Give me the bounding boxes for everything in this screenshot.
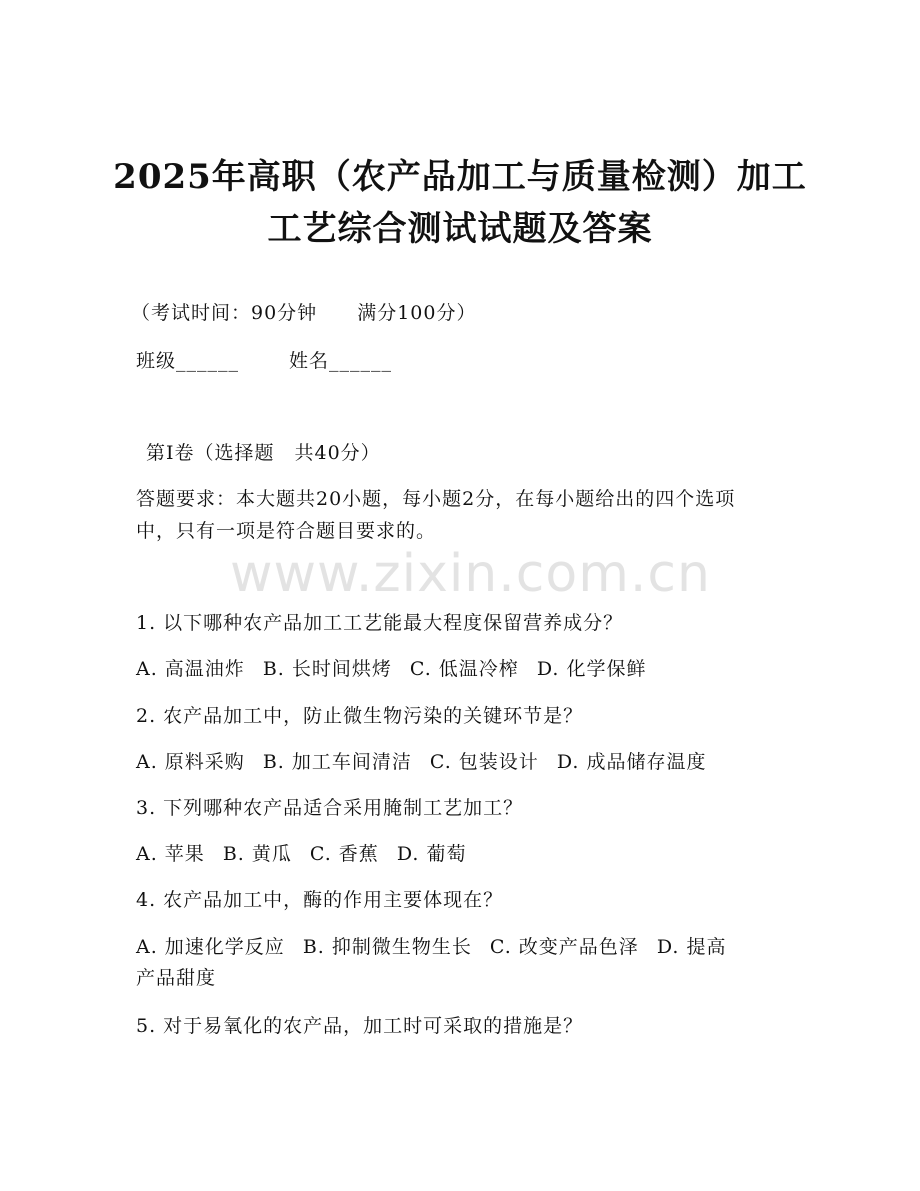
option-c: C. 改变产品色泽	[489, 936, 639, 958]
option-c: C. 包装设计	[429, 751, 539, 773]
student-fields	[136, 352, 392, 371]
question-options	[136, 845, 466, 864]
option-d: D. 化学保鲜	[536, 658, 647, 680]
option-a: A. 高温油炸	[136, 658, 245, 680]
option-c: C. 香蕉	[309, 843, 379, 865]
question-stem: 5. 对于易氧化的农产品，加工时可采取的措施是？	[136, 1015, 584, 1037]
exam-time: （考试时间：90分钟	[131, 302, 318, 324]
class-field: 班级______	[136, 350, 240, 372]
watermark: www.zixin.com.cn	[230, 544, 711, 604]
option-d: D. 成品储存温度	[556, 751, 707, 773]
question-stem: 1. 以下哪种农产品加工工艺能最大程度保留营养成分？	[136, 612, 624, 634]
option-b: B. 长时间烘烤	[262, 658, 392, 680]
option-a: A. 加速化学反应	[136, 936, 285, 958]
option-continuation: 产品甜度	[136, 967, 217, 989]
option-a: A. 原料采购	[136, 751, 245, 773]
option-b: B. 抑制微生物生长	[302, 936, 472, 958]
question-stem: 3. 下列哪种农产品适合采用腌制工艺加工？	[136, 797, 524, 819]
question-options	[136, 660, 646, 679]
exam-meta	[131, 304, 476, 323]
document-title-line-2: 工艺综合测试试题及答案	[267, 209, 653, 249]
option-c: C. 低温冷榨	[409, 658, 519, 680]
section-heading: 第Ⅰ卷（选择题 共40分）	[146, 442, 381, 464]
document-title-line-1: 2025年高职（农产品加工与质量检测）加工	[113, 157, 807, 197]
question-stem: 4. 农产品加工中，酶的作用主要体现在？	[136, 889, 504, 911]
instructions-line-1: 答题要求：本大题共20小题，每小题2分，在每小题给出的四个选项	[136, 488, 736, 510]
question-options	[136, 938, 726, 957]
full-score: 满分100分）	[357, 302, 477, 324]
question-stem: 2. 农产品加工中，防止微生物污染的关键环节是？	[136, 705, 584, 727]
option-d: D. 提高	[656, 936, 727, 958]
instructions-line-2: 中，只有一项是符合题目要求的。	[136, 520, 437, 542]
option-b: B. 黄瓜	[222, 843, 292, 865]
question-options	[136, 753, 706, 772]
option-a: A. 苹果	[136, 843, 205, 865]
option-b: B. 加工车间清洁	[262, 751, 412, 773]
name-field: 姓名______	[289, 350, 393, 372]
option-d: D. 葡萄	[396, 843, 467, 865]
